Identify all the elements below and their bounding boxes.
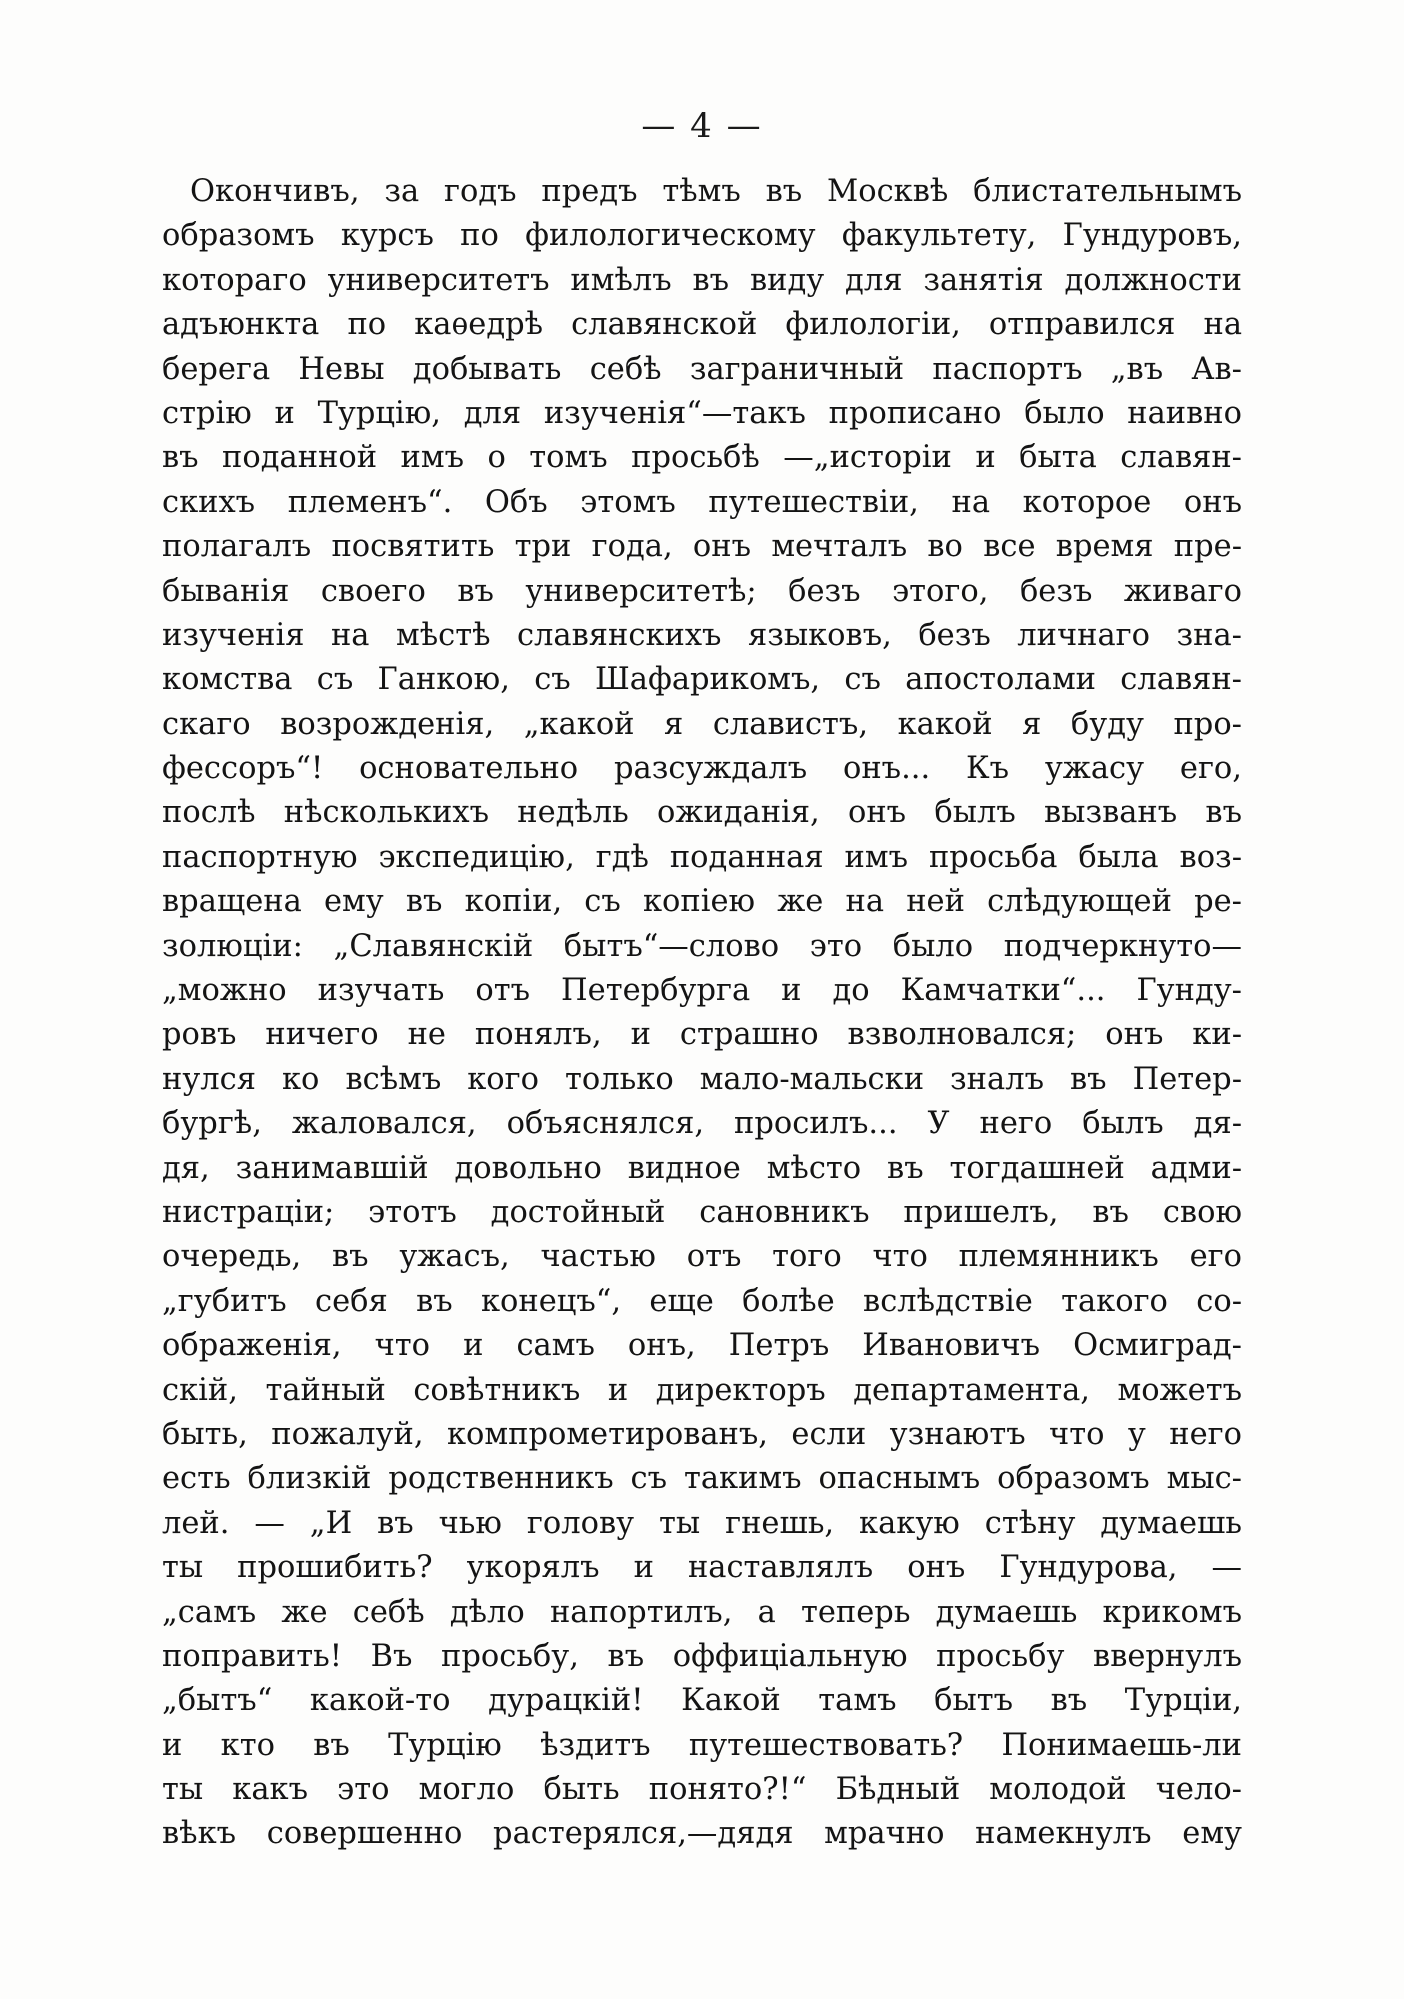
- text-line: Окончивъ, за годъ предъ тѣмъ въ Москвѣ блистательнымъ: [190, 174, 1242, 209]
- text-line: и кто въ Турцію ѣздитъ путешествовать? Понимаешь-ли: [162, 1727, 1242, 1763]
- text-line: есть близкій родственникъ съ такимъ опаснымъ образомъ мыс-: [162, 1461, 1242, 1497]
- text-line: образомъ курсъ по филологическому факультету, Гундуровъ,: [162, 218, 1242, 254]
- text-line: скихъ племенъ“. Объ этомъ путешествіи, на которое онъ: [162, 484, 1242, 520]
- text-line: вращена ему въ копіи, съ копіею же на ней слѣдующей ре-: [162, 884, 1242, 920]
- text-line: „самъ же себѣ дѣло напортилъ, а теперь думаешь крикомъ: [162, 1594, 1242, 1630]
- text-line: дя, занимавшій довольно видное мѣсто въ тогдашней адми-: [162, 1150, 1242, 1186]
- text-line: адъюнкта по каѳедрѣ славянской филологіи, отправился на: [162, 307, 1242, 343]
- text-line: ты какъ это могло быть понято?!“ Бѣдный молодой чело-: [162, 1772, 1242, 1808]
- text-line: послѣ нѣсколькихъ недѣль ожиданія, онъ былъ вызванъ въ: [162, 795, 1242, 831]
- text-line: въ поданной имъ о томъ просьбѣ —„исторіи и быта славян-: [162, 440, 1242, 476]
- text-line: быть, пожалуй, компрометированъ, если узнаютъ что у него: [162, 1416, 1242, 1452]
- text-line: золюціи: „Славянскій бытъ“—слово это было подчеркнуто—: [162, 928, 1242, 964]
- text-line: стрію и Турцію, для изученія“—такъ прописано было наивно: [162, 395, 1242, 431]
- text-line: „можно изучать отъ Петербурга и до Камчатки“... Гунду-: [162, 973, 1242, 1009]
- text-line: бургѣ, жаловался, объяснялся, просилъ... У него былъ дя-: [162, 1106, 1242, 1142]
- text-line: поправить! Въ просьбу, въ оффиціальную просьбу ввернулъ: [162, 1638, 1242, 1674]
- text-line: вѣкъ совершенно растерялся,—дядя мрачно намекнулъ ему: [162, 1816, 1242, 1852]
- text-line: скій, тайный совѣтникъ и директоръ департамента, можетъ: [162, 1372, 1242, 1408]
- body-text: [162, 170, 1242, 1857]
- text-line: нулся ко всѣмъ кого только мало-мальски зналъ въ Петер-: [162, 1061, 1242, 1097]
- text-line: фессоръ“! основательно разсуждалъ онъ... Къ ужасу его,: [162, 751, 1242, 787]
- text-line: берега Невы добывать себѣ заграничный паспортъ „въ Ав-: [162, 351, 1242, 387]
- text-line: скаго возрожденія, „какой я славистъ, какой я буду про-: [162, 706, 1242, 742]
- text-line: быванія своего въ университетѣ; безъ этого, безъ живаго: [162, 573, 1242, 609]
- text-line: „губитъ себя въ конецъ“, еще болѣе вслѣдствіе такого со-: [162, 1283, 1242, 1319]
- text-line: изученія на мѣстѣ славянскихъ языковъ, безъ личнаго зна-: [162, 617, 1242, 653]
- text-line: паспортную экспедицію, гдѣ поданная имъ просьба была воз-: [162, 839, 1242, 875]
- text-line: ты прошибить? укорялъ и наставлялъ онъ Гундурова, —: [162, 1550, 1242, 1586]
- text-line: нистраціи; этотъ достойный сановникъ пришелъ, въ свою: [162, 1194, 1242, 1230]
- text-line: котораго университетъ имѣлъ въ виду для занятія должности: [162, 262, 1242, 298]
- page-number: — 4 —: [641, 106, 763, 146]
- text-line: „бытъ“ какой-то дурацкій! Какой тамъ бытъ въ Турціи,: [162, 1683, 1242, 1719]
- text-line: ображенія, что и самъ онъ, Петръ Ивановичъ Осмиград-: [162, 1328, 1242, 1364]
- text-line: ровъ ничего не понялъ, и страшно взволновался; онъ ки-: [162, 1017, 1242, 1053]
- text-line: очередь, въ ужасъ, частью отъ того что племянникъ его: [162, 1239, 1242, 1275]
- text-line: лей. — „И въ чью голову ты гнешь, какую стѣну думаешь: [162, 1505, 1242, 1541]
- text-line: комства съ Ганкою, съ Шафарикомъ, съ апостолами славян-: [162, 662, 1242, 698]
- text-line: полагалъ посвятить три года, онъ мечталъ во все время пре-: [162, 529, 1242, 565]
